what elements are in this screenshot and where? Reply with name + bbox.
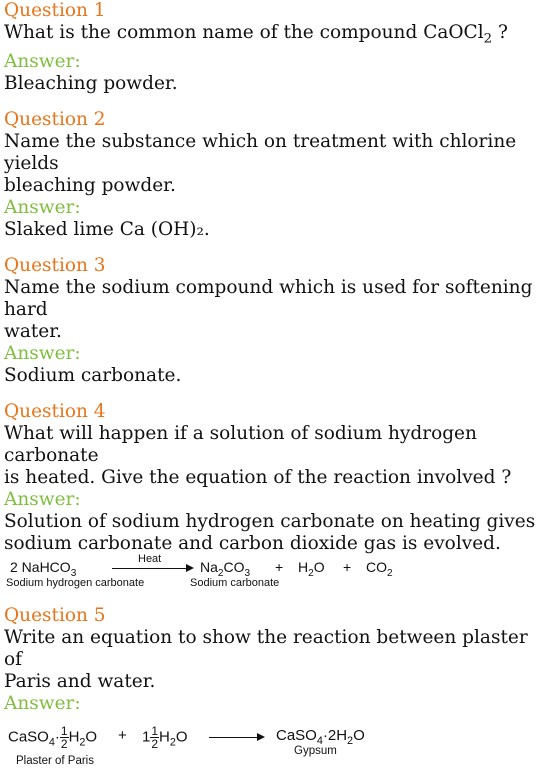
arrow-head-icon: [186, 564, 194, 572]
product-formula-1: $Na_2CO_3$: [200, 558, 251, 579]
fraction-half: $\frac{1}{2}$: [60, 723, 68, 751]
plus-sign-1: +: [275, 558, 284, 575]
question-label: Question 3: [4, 254, 106, 276]
qa-block-5: [4, 605, 537, 771]
answer-label: Answer:: [4, 488, 81, 510]
fraction-half: $\frac{1}{2}$: [151, 723, 159, 751]
product-name: Sodium carbonate: [190, 576, 280, 589]
question-text-line2: bleaching powder.: [4, 174, 176, 196]
product-formula: $CaSO_4\cdot 2H_2O$: [276, 726, 365, 747]
answer-label: Answer:: [4, 342, 81, 364]
reactant-formula: CaSO$_4$· $\frac{1}{2}$ $H_2O$: [8, 723, 98, 751]
answer-text-line2: sodium carbonate and carbon dioxide gas is evolved.: [4, 532, 501, 554]
qa-block-4: [4, 401, 537, 593]
product-name: Gypsum: [294, 744, 337, 757]
arrow-head-icon: [257, 733, 265, 741]
reactant-formula: 2 NaHCO$_3$: [10, 558, 77, 579]
reaction-arrow: [112, 568, 188, 569]
plus-sign-2: +: [343, 558, 352, 575]
question-text-line1: Name the substance which on treatment with chlorine yields: [4, 130, 517, 174]
reaction-arrow: [209, 737, 259, 738]
product-formula-2: $H_2O$: [298, 558, 325, 579]
reaction-equation: [4, 552, 537, 593]
reaction-equation: [4, 715, 537, 771]
question-text: What is the common name of the compound CaOCl$_2$ ?: [4, 22, 508, 47]
qa-block-1: [4, 0, 537, 95]
question-label: Question 1: [4, 0, 106, 21]
reaction-condition: Heat: [138, 552, 162, 565]
answer-label: Answer:: [4, 50, 81, 72]
question-text-line2: water.: [4, 320, 62, 342]
product-formula-3: $CO_2$: [366, 558, 393, 579]
water-formula: 1 $\frac{1}{2}$ $H_2O$: [142, 723, 188, 751]
answer-text: Bleaching powder.: [4, 72, 178, 94]
question-text-line1: What will happen if a solution of sodium hydrogen carbonate: [4, 422, 477, 466]
question-label: Question 4: [4, 400, 106, 422]
question-text-line2: is heated. Give the equation of the reaction involved ?: [4, 466, 512, 488]
answer-label: Answer:: [4, 692, 81, 714]
question-label: Question 5: [4, 604, 106, 626]
question-text-line2: Paris and water.: [4, 670, 156, 692]
qa-block-2: [4, 109, 537, 241]
answer-text: Slaked lime Ca (OH)₂.: [4, 218, 210, 240]
reactant-name: Plaster of Paris: [16, 754, 94, 767]
plus-sign: +: [118, 726, 127, 744]
question-text-line1: Name the sodium compound which is used for softening hard: [4, 276, 533, 320]
reactant-name: Sodium hydrogen carbonate: [6, 576, 145, 589]
question-text-line1: Write an equation to show the reaction between plaster of: [4, 626, 528, 670]
question-label: Question 2: [4, 108, 106, 130]
answer-label: Answer:: [4, 196, 81, 218]
qa-block-3: [4, 255, 537, 387]
answer-text: Sodium carbonate.: [4, 364, 182, 386]
answer-text-line1: Solution of sodium hydrogen carbonate on heating gives: [4, 510, 536, 532]
